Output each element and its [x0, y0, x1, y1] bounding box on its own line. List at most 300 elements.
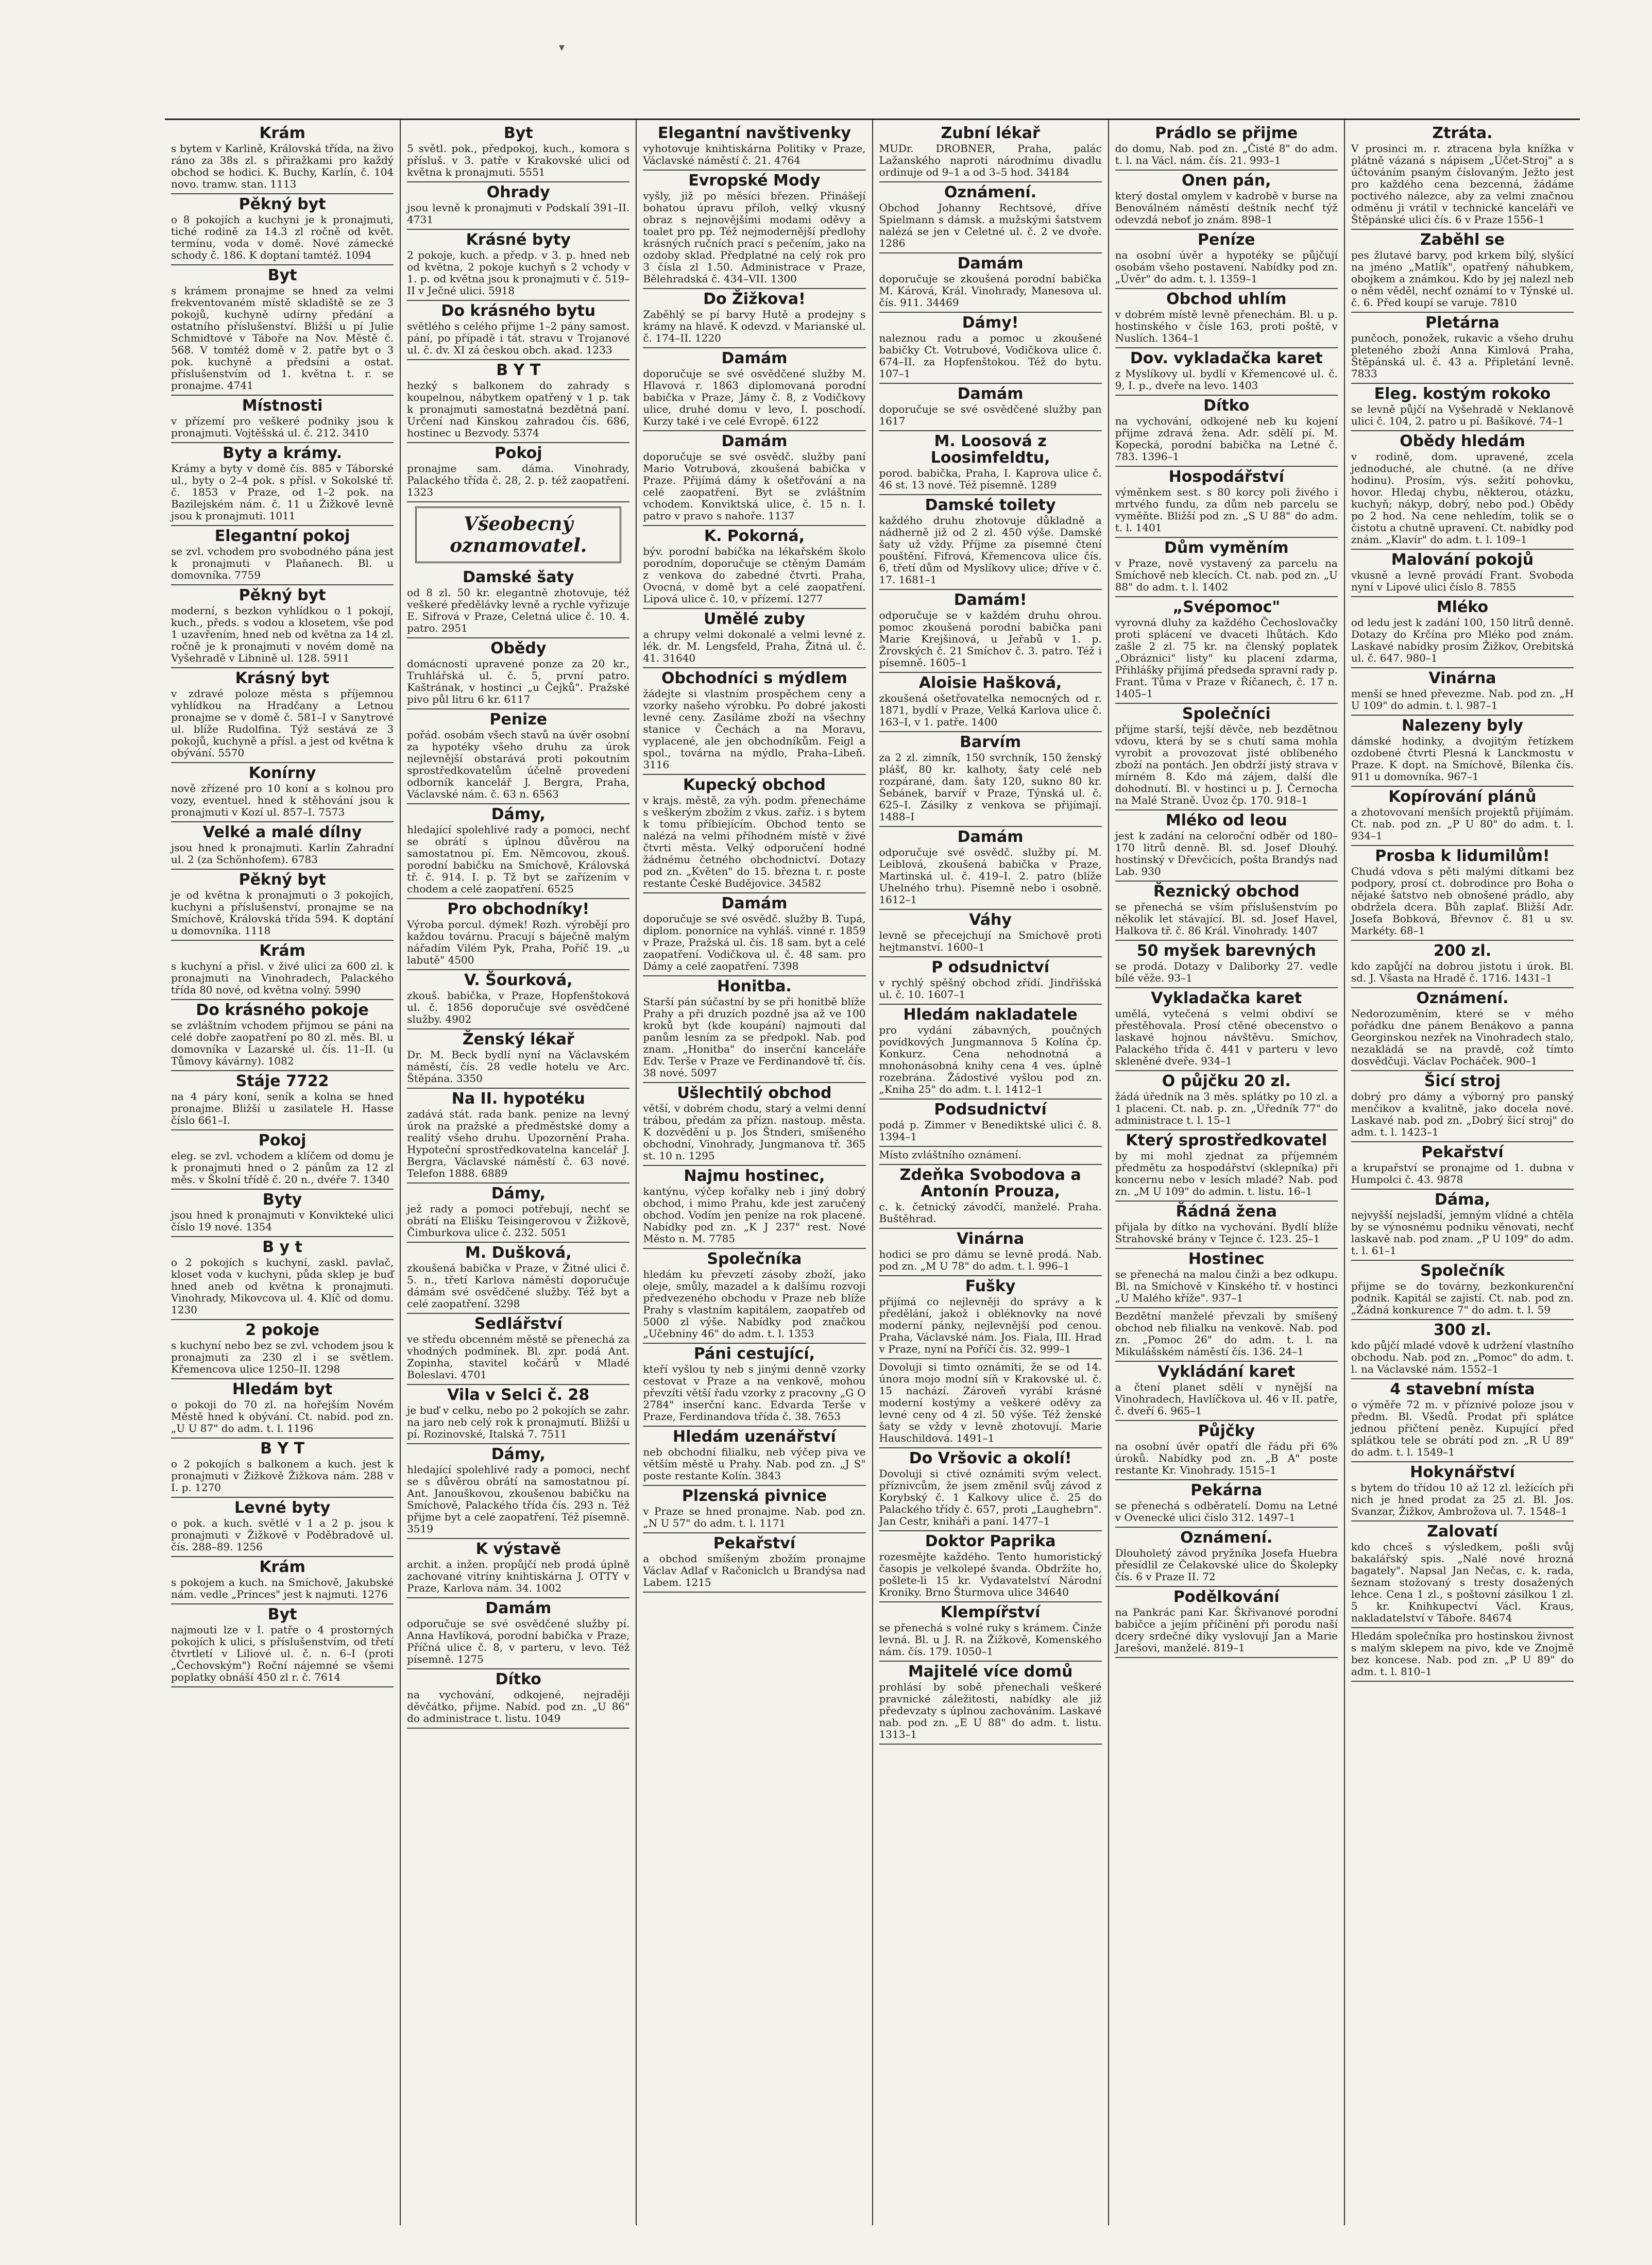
- ad-text: Nedorozuměním, které se v mého pořádku dne pánem Benákovo a panna Georginskou nezřek na Vinohradech stalo, nezakládá se na pravdě, což tímto dosvědčuji. Václav Pocháček. 900–1: [1351, 1007, 1574, 1067]
- ad-heading: Hledám uzenářství: [673, 1428, 836, 1446]
- ad-text: levně se přecejchují na Smíchově proti hejtmanství. 1600–1: [879, 929, 1102, 953]
- ad-text: hezký s balkonem do zahrady s koupelnou, nábytkem opatřený v 1 p. tak k pronajmuti samostatná bezdětná paní. Určení nad Kinskou zahradou čís. 686, hostinec u Bezvody. 5374: [407, 379, 630, 439]
- classified-ad: [171, 822, 394, 870]
- classified-ad: [879, 1602, 1102, 1662]
- ad-heading: M. Dušková,: [465, 1244, 572, 1262]
- ad-text: zkoušená ošetřovatelka nemocných od r. 1871, bydlí v Praze, Velká Karlova ulice č. 163–I, v 1. patře. 1400: [879, 692, 1102, 728]
- ad-text: prohlásí by sobě přenechali veškeré pravnické záležitosti, nabídky ale již předevzaty s úplnou zachováním. Laskavé nab. pod zn. „E U 88" do adm. t. listu. 1313–1: [879, 1681, 1102, 1740]
- ad-text: 2 pokoje, kuch. a předp. v 3. p. hned neb od května, 2 pokoje kuchyň s 2 vchody v 1. p. od května jsou k pronajmuti v č. 519–II v Ječné ulici. 5918: [407, 249, 630, 297]
- ad-text: jsou levně k pronajmuti v Podskalí 391–II. 4731: [407, 201, 630, 226]
- classified-ad: [643, 1533, 865, 1593]
- classified-ad: [879, 1448, 1102, 1531]
- classified-ad: [879, 673, 1102, 732]
- ad-text: Obchod Johanny Rechtsové, dříve Spielmann s dámsk. a mužskými šatstvem nalézá se jen v Celetné ul. č. 2 ve dvoře. 1286: [879, 201, 1102, 249]
- ad-heading: Společník: [1420, 1262, 1505, 1280]
- ad-heading: Do krásného bytu: [441, 302, 596, 320]
- classified-ad: [643, 171, 865, 289]
- ad-heading: Vykladačka karet: [1151, 989, 1302, 1007]
- ad-heading: Kupecký obchod: [683, 776, 826, 794]
- classified-ad: [1351, 668, 1574, 716]
- classified-ad: [407, 970, 629, 1029]
- ad-text: pronajme sam. dáma. Vinohrady, Palackého třída č. 28, 2. p. též zaopatření. 1323: [407, 462, 630, 498]
- ad-heading: B y t: [262, 1238, 302, 1256]
- ad-heading: M. Loosová z Loosimfeldtu,: [930, 432, 1050, 467]
- classified-ad: [407, 123, 629, 182]
- classified-ad: [1351, 313, 1574, 384]
- ad-heading: Pekařství: [1421, 1143, 1504, 1161]
- classified-ad: [643, 526, 865, 609]
- classified-ad: [171, 443, 394, 526]
- classified-ad: [407, 1444, 629, 1539]
- ad-heading: Podělkování: [1173, 1588, 1280, 1606]
- ad-text: je buď v celku, nebo po 2 pokojích se zahr. na jaro neb celý rok k pronajmutí. Bližší u pí. Rozinovské, Italská 7. 7511: [407, 1404, 630, 1440]
- ad-heading: Barvím: [960, 733, 1021, 751]
- ad-heading: Vinárna: [1428, 669, 1496, 687]
- ad-heading: Kopírování plánů: [1388, 788, 1537, 806]
- ad-heading: Páni cestující,: [693, 1345, 815, 1363]
- ad-text: se levně půjčí na Vyšehradě v Neklanově ulici č. 104, 2. patro u pí. Bašíkové. 74–1: [1351, 403, 1574, 427]
- classified-ad: [1115, 538, 1338, 597]
- ad-text: dámské hodinky, a dvojitým řetízkem ozdobené čtvrti Plesná k Lanckmostu v Praze. K dopt. na Smíchově, Bílenka čís. 911 u domovníka. 967–1: [1351, 735, 1574, 783]
- ad-text: Hledám společníka pro hostinskou živnost s malým sklepem na pivo, kde ve Znojmě bez koncese. Nab. pod zn. „P U 89" do adm. t. l. 810–1: [1351, 1630, 1574, 1678]
- classified-ad: [1115, 289, 1338, 348]
- classified-ad: [643, 431, 865, 526]
- classified-ad: [171, 396, 394, 443]
- classified-ad: [171, 1439, 394, 1498]
- ad-heading: Váhy: [969, 911, 1012, 929]
- classified-ad: [407, 443, 629, 502]
- ad-heading: Peníze: [1197, 231, 1255, 249]
- classified-ad: [643, 1083, 865, 1166]
- classified-ad: [1115, 1202, 1338, 1249]
- ad-text: o pok. a kuch. světlé v 1 a 2 p. jsou k pronajmuti v Žižkově v Poděbradově ul. čís. 288–89. 1256: [171, 1517, 394, 1553]
- classified-ad: [407, 1539, 629, 1598]
- ad-heading: Pekařství: [713, 1534, 796, 1552]
- ad-heading: Stáje 7722: [235, 1072, 329, 1090]
- ad-heading: Dům vyměním: [1164, 539, 1289, 557]
- ad-heading: Dámy!: [962, 314, 1019, 332]
- ad-heading: Který sprostředkovatel: [1126, 1131, 1327, 1150]
- classified-ad: [171, 1071, 394, 1130]
- ad-text: se přenechá na malou činži a bez odkupu. Bl. na Smíchově v Kinského tř. v hostinci „U Malého kříže". 937–1: [1115, 1268, 1338, 1304]
- ad-text: Krámy a byty v domě čís. 885 v Táborské ul., byty o 2–4 pok. s přísl. v Sokolské tř. č. 1853 v Praze, od 1–2 pok. na Bazilejském nám. č. 11 u Žižkově levně jsou k pronajmuti. 1011: [171, 462, 394, 522]
- classified-ad: [1351, 1190, 1574, 1261]
- classified-ad: [879, 1531, 1102, 1602]
- ad-heading: Oznámení.: [944, 183, 1037, 201]
- ad-heading: „Svépomoc": [1172, 598, 1281, 616]
- ad-heading: Podsudnictví: [934, 1101, 1047, 1119]
- ad-heading: Obchod uhlím: [1166, 290, 1287, 308]
- classified-ad: [171, 1320, 394, 1379]
- ad-heading: Na II. hypotéku: [451, 1090, 585, 1108]
- classified-ad: [643, 1427, 865, 1486]
- ad-text: kdo chceš s výsledkem, pošli svůj bakalářský spis. „Nalé nové hrozná bagately". Napsal Jan Nečas, c. k. rada, šeznam stožovaný s tresty dosažených lehce. Cena 1 zl., s poštovní zásilkou 1 zl. 5 kr. Knihkupectví Václ. Kraus, nakladatelství v Táboře. 84674: [1351, 1541, 1574, 1624]
- ad-text: přijme starší, tejší děvče, neb bezdětnou vdovu, která by se s chutí sama mohla vyrobit a provozovat jisté oblíbeného zboží na pontách. Jen obdrží jistý strava v mírném 8. Kdo má zájem, další dle dohodnutí. Bl. v hostinci u p. J. Černocha na Malé Straně. Úvoz čp. 170. 918–1: [1115, 723, 1338, 806]
- ad-heading: Krám: [259, 942, 305, 960]
- ad-text: s kuchyní nebo bez se zvl. vchodem jsou k pronajmuti za 230 zl i se světlem. Křemencova ulice 1250–II. 1298: [171, 1339, 394, 1375]
- ad-heading: Zalovatí: [1427, 1523, 1498, 1541]
- column-3: [637, 120, 873, 2225]
- ad-heading: Damské šaty: [463, 568, 574, 586]
- ad-heading: Hledám byt: [232, 1380, 333, 1398]
- ad-heading: B Y T: [496, 361, 541, 379]
- ad-heading: Dámy,: [491, 1185, 546, 1203]
- ad-text: jež rady a pomoci potřebují, nechť se obrátí na Elišku Teisingerovou v Žižkově, Čimburkova ulice č. 232. 5051: [407, 1203, 630, 1239]
- ad-text: v krajs. městě, za výh. podm. přenecháme s veškerým zbožím z vkus. zaříz. i s bytem k tomu příbiejícím. Obchod tento se nalézá na velmi příhodném místě v živé čtvrti města. Velký odporučení hodné žádnému četného obchodnictví. Dotazy pod zn. „Květen" do 15. března t. r. poste restante České Budějovice. 34582: [643, 794, 866, 889]
- ad-heading: Hostinec: [1188, 1250, 1265, 1268]
- ad-heading: Onen pán,: [1182, 172, 1271, 190]
- ad-heading: Byt: [267, 1605, 297, 1624]
- ad-heading: Byt: [503, 124, 533, 142]
- ad-text: jest k zadání na celoroční odběr od 180–170 litrů denně. Bl. sd. Josef Dlouhý. hostinský v Dřevčicích, pošta Brandýs nad Lab. 930: [1115, 830, 1338, 877]
- classified-ad: [1115, 396, 1338, 467]
- ad-heading: Do krásného pokoje: [196, 1001, 369, 1019]
- classified-ad: [1351, 988, 1574, 1071]
- ad-heading: Malování pokojů: [1391, 551, 1534, 569]
- ad-text: vyšly, již po měsíci březen. Přinášejí bohatou úpravu příloh, velký vkusný obraz s nejnovějšími modami oděvy a toalet pro pp. Též nejmodernější předlohy krásných ručních prací s pečením, jako na ozdoby sklad. Předplatné na celý rok pro 3 čísla zl 1.50. Administrace v Praze, Bělehradská č. 434–VII. 1300: [643, 190, 866, 285]
- ad-heading: Damám: [957, 255, 1024, 273]
- ad-heading: Ohrady: [486, 183, 550, 201]
- classified-ad: [879, 732, 1102, 827]
- classified-ad: [171, 585, 394, 668]
- ad-text: na 4 páry koní, seník a kolna se hned pronajme. Bližší u zasilatele H. Hasse číslo 661–I.: [171, 1090, 394, 1126]
- ad-heading: Fušky: [965, 1277, 1016, 1295]
- ad-heading: Evropské Mody: [688, 172, 821, 190]
- ad-text: moderní, s bezkon vyhlídkou o 1 pokojí, kuch., předs. s vodou a klosetem, vše pod 1 uzavřením, hned neb od května za 14 zl. ročně je k pronajmuti v novém domě na Vyšehradě v Libnině ul. 128. 5911: [171, 604, 394, 664]
- classified-ad: [1115, 1421, 1338, 1480]
- ad-text: nejvyšší nejsladší, jemným vlídné a chtěla by se výnosnému podniku věnovati, nechť laskavě nab. pod znam. „P U 109" do adm. t. l. 61–1: [1351, 1209, 1574, 1257]
- ad-text: zkoušená babička v Praze, v Žitné ulici č. 5. n., třetí Karlova náměstí doporučuje dámám své osvědčené služby. Též byt a celé zaopatření. 3298: [407, 1262, 630, 1310]
- classified-ad: [879, 957, 1102, 1005]
- classified-ad: [407, 1089, 629, 1184]
- ad-text: se přenechá se vším příslušenstvím po několik let stávající. Bl. sd. Josef Havel, Halkova tř. č. 86 Král. Vinohrady. 1407: [1115, 901, 1338, 937]
- ad-heading: Pěkný byt: [239, 586, 326, 604]
- classified-ad: [407, 1243, 629, 1314]
- classified-ad: [879, 910, 1102, 957]
- column-6: [1345, 120, 1580, 2225]
- ad-text: by mi mohl zjednat za příjemném předmětu za hospodářství (sklepníka) při koncernu nebo v lesích mladé? Nab. pod zn. „M U 109" do admin. t. listu. 16–1: [1115, 1150, 1338, 1197]
- ad-text: na osobní úvěr a hypotéky se půjčují osobám všeho postavení. Nabídky pod zn. „Úvěr" do adm. t. l. 1359–1: [1115, 249, 1338, 285]
- ad-heading: Společníka: [707, 1250, 802, 1268]
- ad-text: neb obchodní filialku, neb výčep piva ve větším městě u Prahy. Nab. pod zn. „J S" poste restante Kolín. 3843: [643, 1446, 866, 1482]
- ad-heading: Dáma,: [1434, 1191, 1490, 1209]
- ad-text: na osobní úvěr opatří dle řádu při 6% úroků. Nabídky pod zn. „B A" poste restante Kr. Vinohrady. 1515–1: [1115, 1440, 1338, 1476]
- ad-heading: Pro obchodníky!: [447, 900, 590, 918]
- classified-ad: [1351, 1522, 1574, 1628]
- ad-text: se zvl. vchodem pro svobodného pána jest k pronajmuti v Plaňanech. Bl. u domovníka. 7759: [171, 545, 394, 581]
- classified-ad: [1351, 787, 1574, 846]
- ad-heading: B Y T: [260, 1440, 305, 1458]
- ad-text: podá p. Zimmer v Benediktské ulici č. 8. 1394–1: [879, 1119, 1102, 1143]
- ad-text: pro vydání zábavných, poučných povídkových Jungmannova 5 Kolína čp. Konkurz. Cena nehodnotná a mnohonásobná knihy cena 4 ves. úplně rozebrána. Žádostivé vyšlou pod zn. „Kniha 25" do adm. t. l. 1412–1: [879, 1024, 1102, 1095]
- ad-text: a krupařství se pronajme od 1. dubna v Humpolci č. 43. 9878: [1351, 1161, 1574, 1186]
- classified-ad: [171, 941, 394, 1000]
- ad-heading: Honitba.: [717, 977, 792, 995]
- ad-heading: Hokynářství: [1410, 1463, 1515, 1481]
- ad-text: najmouti lze v I. patře o 4 prostorných pokojích k ulici, s příslušenstvím, od třetí čtvrtletí v Liliové ul. č. n. 6–I (proti „Čechovským") Roční nájemné se všemi poplatky obnáší 450 zl r. č. 7614: [171, 1624, 394, 1683]
- classified-ad: [1115, 941, 1338, 988]
- classified-ad: [1351, 1261, 1574, 1320]
- classified-ad: [171, 763, 394, 822]
- classified-ad: [1115, 171, 1338, 230]
- ad-heading: Elegantní navštivenky: [657, 124, 851, 142]
- ad-text: se prodá. Dotazy v Daliborky 27. vedle bílé věže. 93–1: [1115, 960, 1338, 984]
- ad-heading: Damám!: [953, 591, 1027, 609]
- page-marker: ▾: [559, 41, 565, 54]
- ad-text: zkouš. babička, v Praze, Hopfenštoková ul. č. 1856 doporučuje své osvědčené služby. 4902: [407, 989, 630, 1025]
- ad-text: doporučuje se zkoušená porodní babička M. Kárová, Král. Vinohrady, Manesova ul. čís. 911. 34469: [879, 273, 1102, 309]
- ad-text: s pokojem a kuch. na Smíchově, Jakubské nám. vedle „Princes" jest k najmuti. 1276: [171, 1576, 394, 1600]
- ad-heading: Řádná žena: [1176, 1203, 1277, 1221]
- ad-text: v Praze se hned pronajme. Nab. pod zn. „N U 57" do adm. t. l. 1171: [643, 1505, 866, 1529]
- ad-text: s bytem v Karlině, Královská třída, na živo ráno za 38s zl. s přiražkami pro každý obchod se hodici. K. Buchy, Karlín, č. 104 novo. tramw. stan. 1113: [171, 142, 394, 190]
- classified-ad: [879, 253, 1102, 313]
- ad-text: jsou hned k pronajmuti. Karlín Zahradní ul. 2 (za Schönhofem). 6783: [171, 841, 394, 866]
- classified-ad: [643, 289, 865, 348]
- ad-text: od ledu jest k zadání 100, 150 litrů denně. Dotazy do Krčína pro Mléko pod znám. Laskavé nabídky prosím Žižkov, Orebitská ul. č. 647. 980–1: [1351, 616, 1574, 664]
- ad-text: Chudá vdova s pěti malými dítkami bez podpory, prosí ct. dobrodince pro Boha o nějaké šatstvo neb obnošené prádlo, aby obdržela dcera. Bůh zaplať. Bližší Adr. Josefa Bobková, Břevnov č. 81 u sv. Markéty. 68–1: [1351, 865, 1574, 937]
- ad-heading: Šicí stroj: [1424, 1072, 1501, 1090]
- ad-text: se zvláštním vchodem přijmou se páni na celé dobře zaopatření po 80 zl. měs. Bl. u domovníka v Lazarské ul. čís. 11–II. (u Tůmovy kávárny). 1082: [171, 1019, 394, 1067]
- classified-ad: [1351, 716, 1574, 787]
- ad-text: Místo zvláštního oznámení.: [879, 1148, 1021, 1161]
- ad-text: s krámem pronajme se hned za velmi frekventovaném místě skladiště se ze 3 pokojů, kuchyně udírny předání a ostatního příslušenství. Bližší u pí Julie Schmidtové v Táboře na Nov. Městě č. 568. V tomtéž domě v 2. patře byt o 3 pok. kuchyně a předsíni a ostat. příslušenstvím od 1. května t. r. se pronajme. 4741: [171, 284, 394, 392]
- ad-text: c. k. četnický závodčí, manželé. Praha. Buštěhrad.: [879, 1201, 1102, 1225]
- ad-text: do domu, Nab. pod zn. „Čisté 8" do adm. t. l. na Václ. nám. čís. 21. 993–1: [1115, 142, 1338, 166]
- classified-ad: [1115, 123, 1338, 171]
- ad-heading: P odsudnictví: [931, 958, 1049, 976]
- classified-ad: [171, 668, 394, 763]
- ad-text: archit. a inžen. propůjčí neb prodá úplně zachované vitríny knihtiskárna J. OTTY v Praze, Karlova nám. 34. 1002: [407, 1558, 630, 1594]
- classified-ad: [407, 1029, 629, 1089]
- ad-heading: 50 myšek barevných: [1136, 942, 1316, 960]
- classified-ad: [1115, 1071, 1338, 1130]
- ad-text: MUDr. DROBNER, Praha, palác Lažanského naproti národnímu divadlu ordinuje od 9–1 a od 3–5 hod. 34184: [879, 142, 1102, 178]
- ad-heading: Pokoj: [494, 444, 542, 462]
- ad-heading: K. Pokorná,: [704, 527, 805, 545]
- classified-ad: [879, 1359, 1102, 1448]
- ad-text: umělá, vytečená s velmi obdiví se přestěhovala. Prosí ctěné obecenstvo o laskavé hojnou návštěvu. Smíchov, Palackého třída č. 441 v parteru v levo skleněné dveře. 934–1: [1115, 1007, 1338, 1067]
- ad-text: o 2 pokojích s kuchyní, zaskl. pavlač, kloset voda v kuchyni, půda sklep je buď hned aneb od května k pronajmuti. Vinohrady, Mikovcova ul. 4. Klíč od domu. 1230: [171, 1256, 394, 1316]
- classified-ad: [171, 194, 394, 265]
- ad-heading: Plzenská pivnice: [682, 1487, 827, 1505]
- classified-ad: [1115, 810, 1338, 882]
- ad-heading: Ušlechtilý obchod: [677, 1084, 832, 1102]
- ad-heading: Krám: [259, 1558, 305, 1576]
- ad-heading: Půjčky: [1198, 1422, 1255, 1440]
- ad-heading: Pěkný byt: [239, 195, 326, 213]
- ad-text: Dovoluji si ctivé oznámiti svým velect. příznivcům, že jsem změnil svůj závod z Korybský č. 1 Kalkovy ulice č. 25 do Palackého třídy č. 657, proti „Laughebrn". Jan Cestr, kniháři a paní. 1477–1: [879, 1467, 1102, 1527]
- column-2: [401, 120, 637, 2225]
- classified-ad: [1115, 1130, 1338, 1202]
- ad-text: vkusně a levně provádí Frant. Svoboda nyní v Lipové ulici číslo 8. 7855: [1351, 569, 1574, 593]
- ad-heading: Prosba k lidumilům!: [1375, 847, 1550, 865]
- ad-heading: Umělé zuby: [703, 610, 805, 628]
- classified-ad: [643, 609, 865, 668]
- ad-text: v přízemí pro veškeré podniky jsou k pronajmuti. Vojtěšská ul. č. 212. 3410: [171, 415, 394, 439]
- classified-ad: [407, 230, 629, 301]
- ad-text: vyhotovuje knihtiskárna Politiky v Praze, Václavské náměstí č. 21. 4764: [643, 142, 866, 166]
- classified-ad: [1115, 1528, 1338, 1587]
- classified-ad: [879, 590, 1102, 673]
- classified-ad: [643, 1344, 865, 1427]
- ad-text: vyrovná dluhy za každého Čechoslovačky proti splácení ve dvaceti lhůtách. Kdo zašle 2 zl. 75 kr. na členský poplatek „Obráznici" listy" ku placení zdarma, Přihlášky přijímá předseda spravní rady p. Frant. Tůma v Praze v Říčanech, č. 17 n. 1405–1: [1115, 616, 1338, 700]
- classified-ad: [1351, 1320, 1574, 1379]
- ad-heading: Dov. vykladačka karet: [1130, 349, 1323, 367]
- classified-ad: [879, 313, 1102, 384]
- classified-ad: [1351, 123, 1574, 230]
- classified-ad: [171, 870, 394, 941]
- ad-heading: Nalezeny byly: [1401, 717, 1523, 735]
- classified-ad: [879, 1165, 1102, 1229]
- ad-text: větší, v dobrém chodu, starý a velmi denní trábou, předám za přízn. nastoup. města. K dozvědění u p. Jos Štnderi, smíšeného obchodní, Vinohrady, Jungmanova tř. 365 st. 10 n. 1295: [643, 1102, 866, 1162]
- ad-heading: Obědy: [490, 639, 547, 657]
- classified-ad: [1351, 1071, 1574, 1142]
- classified-ad: [407, 567, 629, 638]
- ad-text: je od května k pronajmuti o 3 pokojích, kuchyni a příslušenství, pronajme se na Smíchově, Královská třída 594. K doptání u domovníka. 1118: [171, 889, 394, 937]
- ad-text: o 8 pokojích a kuchyni je k pronajmuti, tiché rodině za 14.3 zl ročně od květ. termínu, voda v domě. Nové zámecké schody č. 186. K doptaní tamtéž. 1094: [171, 213, 394, 261]
- ad-heading: Elegantní pokoj: [214, 527, 350, 545]
- ad-text: žádá úředník na 3 měs. splátky po 10 zl. a 1 placeni. Ct. nab. p. zn. „Úředník 77" do administrace t. l. 15–1: [1115, 1090, 1338, 1126]
- ad-heading: Konírny: [248, 764, 316, 782]
- ad-heading: Dámy,: [491, 1445, 546, 1463]
- ad-heading: Hospodářství: [1168, 468, 1284, 486]
- ad-text: a obchod smíšeným zbožím pronajme Václav Adlaf v Račoniclch u Brandýsa nad Labem. 1215: [643, 1552, 866, 1588]
- ad-heading: 4 stavební místa: [1390, 1380, 1535, 1398]
- ad-text: Výroba porcul. dýmek! Rozh. výrobějí pro každou továrnu. Pracují s báječně malým nářadím Vilém Pyk, Praha, Poříč 19. „u labutě" 4500: [407, 918, 630, 966]
- classified-ad: [879, 1147, 1102, 1165]
- ad-heading: Zdeňka Svobodova a Antonín Prouza,: [899, 1166, 1081, 1201]
- classified-ad: [643, 1249, 865, 1344]
- classified-ad: [643, 976, 865, 1083]
- ad-text: doporučuje se své osvědč. služby B. Tupá, diplom. ponorníce na vyhláš. vinné r. 1859 v Praze, Pražská ul. čís. 18 sam. byt a celé zaopatření. Vodičkova ul. č. 48 sam. pro Dámy a celé zaopatření. 7398: [643, 912, 866, 972]
- ad-heading: Vinárna: [957, 1230, 1025, 1248]
- ad-text: rozesmějte každého. Tento humoristický časopis je velkolepé švanda. Obdržíte ho, pošlete-li 15 kr. Vydavatelství Národní Kroniky. Brno Šturmova ulice 34640: [879, 1550, 1102, 1598]
- ad-text: v Praze, nově vystavený za parcelu na Smíchově neb klecích. Ct. nab. pod zn. „U 88" do adm. t. l. 1402: [1115, 557, 1338, 593]
- ad-heading: Damské toilety: [925, 496, 1056, 514]
- ad-text: na vychování, odkojené neb ku kojení přijme zdravá žena. Adr. sdělí pí. M. Kopecká, porodní babička na Letné č. 783. 1396–1: [1115, 415, 1338, 463]
- classified-ad: [1351, 1628, 1574, 1682]
- ad-text: odporučuje se v každém druhu ohrou. pomoc zkoušená porodní babička pani Marie Krejšinová, u Jeřabů v 1. p. Žrovských č. 21 Smíchov č. 3. patro. Též i písemně. 1605–1: [879, 609, 1102, 669]
- classified-ad: [879, 827, 1102, 910]
- classified-ad: [171, 1190, 394, 1237]
- ad-text: světlého s celého přijme 1–2 pány samost. pání, po případě i tát. stravu v Trojanové ul. č. dv. XI zá českou obch. akad. 1233: [407, 320, 630, 356]
- ad-heading: Byty a krámy.: [223, 444, 343, 462]
- classified-ad: [879, 1100, 1102, 1147]
- classified-ad: [879, 1662, 1102, 1745]
- classified-ad: [1351, 846, 1574, 941]
- column-4: [873, 120, 1109, 2225]
- ad-heading: Vykládání karet: [1157, 1363, 1296, 1381]
- classified-ad: [1115, 988, 1338, 1071]
- ad-text: nově zřízené pro 10 koní a s kolnou pro vozy, eventuel. hned k stěhování jsou k pronajmuti v Kozí ul. 857–I. 7573: [171, 782, 394, 818]
- classified-ad: [643, 1166, 865, 1249]
- ad-text: z Myslíkovy ul. bydlí v Křemencové ul. č. 9, I. p., dveře na levo. 1403: [1115, 367, 1338, 392]
- classified-ad: [643, 348, 865, 431]
- classified-ad: [407, 899, 629, 970]
- ad-text: s bytem do třídou 10 až 12 zl. ležících při nich je hned prodat za 25 zl. Bl. Jos. Svanzar, Žižkov, Ambrožova ul. 7. 1548–1: [1351, 1481, 1574, 1517]
- classified-ad: [643, 123, 865, 171]
- ad-heading: Eleg. kostým rokoko: [1374, 385, 1551, 403]
- ad-text: 5 světl. pok., předpokoj, kuch., komora s přísluš. v 3. patře v Krakovské ulici od května k pronajmuti. 5551: [407, 142, 630, 178]
- ad-heading: O půjčku 20 zl.: [1162, 1072, 1291, 1090]
- ad-heading: 300 zl.: [1433, 1321, 1492, 1339]
- classified-ad: [1351, 431, 1574, 550]
- classified-ad: [643, 668, 865, 775]
- classified-ad: [171, 123, 394, 194]
- ad-text: eleg. se zvl. vchodem a klíčem od domu je k pronajmuti hned o 2 pánům za 12 zl měs. v Školní třídě č. 20 n., dvéře 7. 1340: [171, 1150, 394, 1186]
- classified-ad: [1351, 384, 1574, 431]
- classified-columns: [165, 119, 1580, 2225]
- ad-heading: Levné byty: [234, 1499, 331, 1517]
- ad-text: býv. porodní babička na lékařském školo porodním, doporučuje se ctěným Damám z venkova do zabedné čtvrti. Praha, Ovocná, v domě byt a celé zaopatření. Lipová ulice č. 10, v přízemí. 1277: [643, 545, 866, 605]
- ad-heading: Sedlářství: [474, 1315, 563, 1333]
- classified-ad: [1115, 1362, 1338, 1421]
- classified-ad: [407, 1184, 629, 1243]
- classified-ad: [1351, 597, 1574, 668]
- classified-ad: [643, 893, 865, 976]
- ad-text: doporučuje se své osvědčené služby pan 1617: [879, 403, 1102, 427]
- classified-ad: [1115, 882, 1338, 941]
- ad-heading: Klempířství: [940, 1603, 1041, 1621]
- classified-ad: [1115, 1308, 1338, 1362]
- classified-ad: [643, 1486, 865, 1533]
- ad-heading: Damám: [957, 828, 1024, 846]
- ad-text: žádejte si vlastním prospěchem ceny a vzorky našeho výrobku. Po dobré jakosti levné ceny. Zasíláme zboží na všechny stanice v Čechách a na Moravu, vyplacené, ale jen obchodníkům. Feigl a spol., továrna na mýdlo, Praha–Libeň. 3116: [643, 687, 866, 771]
- ad-heading: Dámy,: [491, 805, 546, 823]
- ad-heading: 2 pokoje: [245, 1321, 319, 1339]
- ad-text: menší se hned převezme. Nab. pod zn. „H U 109" do admin. t. l. 987–1: [1351, 687, 1574, 712]
- ad-text: hledám ku převzetí zásoby zboží, jako oleje, smůly, mazadel a k dalšímu rozvoji předvezeného obchodu v Praze neb blíže Prahy s vlastním kapitálem, zaopatřeb od 5000 zl výše. Nabídky pod značkou „Učebniny 46" do adm. t. l. 1353: [643, 1268, 866, 1340]
- ad-heading: Byt: [267, 266, 297, 284]
- ad-text: kteří vyšlou ty neb s jinými denně vzorky cestovat v Praze a na venkově, mohou převzíti větší řadu vzorky z pracovny „G O 2784" inserční kanc. Edvarda Terše v Praze, Ferdinandova třída č. 38. 7653: [643, 1363, 866, 1423]
- ad-text: v zdravé poloze města s příjemnou vyhlídkou na Hradčany a Letnou pronajme se v domě č. 581–I v Sanytrové ul. blíže Rudolfina. Týž sestává ze 3 pokojů, kuchyně a přísl. a jest od května k obývání. 5570: [171, 687, 394, 759]
- ad-heading: Pekárna: [1190, 1481, 1263, 1499]
- ad-text: punčoch, ponožek, rukavic a všeho druhu pleteného zboží Anna Kimlová Praha, Štěpánská ul. č. 43 a. Připletání levně. 7833: [1351, 332, 1574, 380]
- ad-heading: K výstavě: [475, 1540, 561, 1558]
- ad-text: od 8 zl. 50 kr. elegantně zhotovuje, též veškeré předělávky levně a rychle vyřizuje E. Sifrová v Praze, Celetná ulice č. 10. 4. patro. 2951: [407, 586, 630, 634]
- ad-heading: Velké a malé dílny: [202, 823, 362, 841]
- ad-heading: Krásné byty: [466, 231, 571, 249]
- ad-text: Zaběhlý se pí barvy Hutě a prodejny s krámy na hlavě. K odevzd. v Marianské ul. č. 174–II. 1220: [643, 308, 866, 344]
- ad-text: a čtení planet sdělí v nynější na Vinohradech, Havlíčkova ul. 46 v II. patře, č. dveří 6. 965–1: [1115, 1381, 1338, 1417]
- classified-ad: [171, 1237, 394, 1320]
- classified-ad: [1115, 1249, 1338, 1308]
- ad-heading: Oznámení.: [1416, 989, 1509, 1007]
- ad-heading: Pokoj: [258, 1131, 306, 1150]
- ad-text: se přenechá s odběratelí. Domu na Letné v Ovenecké ulici číslo 312. 1497–1: [1115, 1499, 1338, 1524]
- ad-text: na Pankrác pani Kar. Škřivanové porodní babičce a jejím příčinění při porodu naší dcery srdečné díky vyslovují Jan a Marie Jarešovi, manželé. 819–1: [1115, 1606, 1338, 1654]
- ad-text: o pokoji do 70 zl. na hořejším Novém Městě hned k obývání. Ct. nabíd. pod zn. „U U 87" do adm. t. l. 1196: [171, 1398, 394, 1434]
- ad-text: a zhotovovaní menších projektů přijímám. Ct. nab. pod zn. „P U 80" do adm. t. l. 934–1: [1351, 806, 1574, 842]
- ad-heading: Pěkný byt: [239, 871, 326, 889]
- ad-text: domácnosti upravené ponze za 20 kr., Truhlářská ul. č. 5, první patro. Kaštrának, v hostinci „u Čejků". Pražské pivo půl litru 6 kr. 6117: [407, 657, 630, 705]
- classified-ad: [407, 804, 629, 899]
- ad-text: který dostal omylem v kadrobě v burse na Benoválném náměstí deštník nechť týž odevzdá neboť jo znám. 898–1: [1115, 190, 1338, 226]
- ad-heading: Do Žižkova!: [703, 290, 806, 308]
- ad-heading: Krásný byt: [235, 669, 330, 687]
- classified-ad: [1115, 230, 1338, 289]
- ad-heading: Zaběhl se: [1420, 231, 1505, 249]
- ad-heading: Mléko: [1436, 598, 1489, 616]
- ad-text: hodici se pro dámu se levně prodá. Nab. pod zn. „M U 78" do adm. t. l. 996–1: [879, 1248, 1102, 1272]
- classified-ad: [1351, 550, 1574, 597]
- ad-text: doporučuje se své osvědč. služby paní Mario Votrubová, zkoušená babička v Praze. Přijímá dámy k ošetřování a na celé zaopatření. Byt se zvláštním vchodem. Konviktská ulice, č. 15 n. I. patro v pravo s nahoře. 1137: [643, 450, 866, 522]
- classified-ad: [1351, 941, 1574, 988]
- ad-text: Dlouholetý závod pryžníka Josefa Huebra přesídlil ze Čelakovské ulice do Školepky čís. 6 v Praze II. 72: [1115, 1547, 1338, 1583]
- classified-ad: [171, 1557, 394, 1604]
- classified-ad: [407, 1669, 629, 1729]
